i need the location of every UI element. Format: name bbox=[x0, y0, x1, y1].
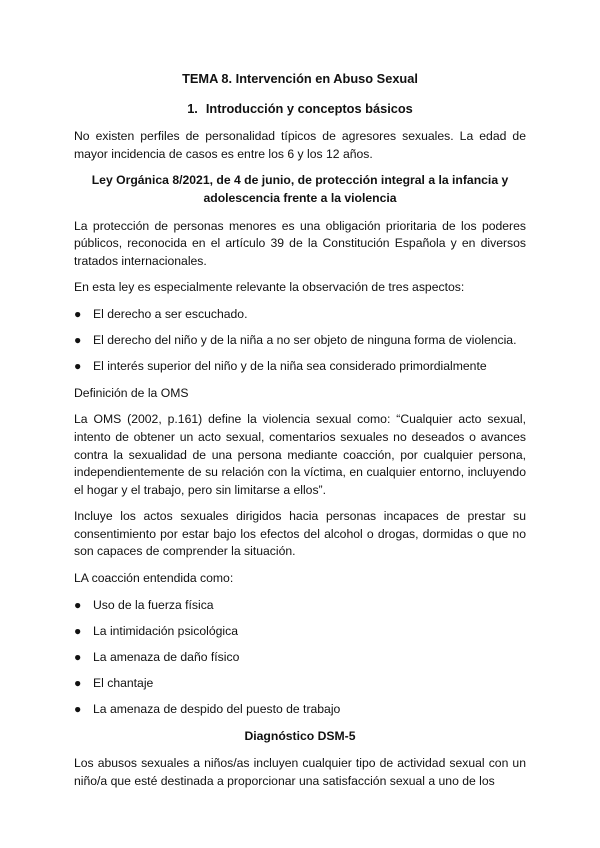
aspects-intro: En esta ley es especialmente relevante la observación de tres aspectos: bbox=[74, 280, 465, 295]
coercion-intro: LA coacción entendida como: bbox=[74, 571, 234, 586]
list-item bbox=[74, 623, 526, 641]
section-heading bbox=[74, 100, 526, 118]
list-item-text: Uso de la fuerza física bbox=[93, 597, 214, 612]
document-page bbox=[74, 70, 526, 799]
coercion-list bbox=[74, 597, 526, 719]
list-item-text: La intimidación psicológica bbox=[93, 623, 238, 638]
oms-heading: Definición de la OMS bbox=[74, 385, 189, 400]
list-item bbox=[74, 306, 526, 324]
law-paragraph: La protección de personas menores es una obligación prioritaria de los poderes públicos, reconocida en el artículo 39 de la Constitución Española y en diversos tratados internacionales. bbox=[74, 218, 526, 268]
document-title: TEMA 8. Intervención en Abuso Sexual bbox=[182, 71, 418, 86]
list-item bbox=[74, 675, 526, 693]
dsm-paragraph: Los abusos sexuales a niños/as incluyen cualquier tipo de actividad sexual con un niño/a que esté destinada a proporcionar una satisfacción sexual a uno de los bbox=[74, 756, 526, 788]
list-item bbox=[74, 597, 526, 615]
bullet-icon: ● bbox=[74, 333, 82, 348]
list-item-text: El chantaje bbox=[93, 675, 154, 690]
list-item bbox=[74, 358, 526, 376]
oms-paragraph: La OMS (2002, p.161) define la violencia sexual como: “Cualquier acto sexual, intento de obtener un acto sexual, comentarios sexuales no deseados o avances contra la sexualidad de una persona mediante coacción, por cualquier persona, independientemente de su relación con la víctima, en cualquier entorno, incluyendo el hogar y el trabajo, pero sin limitarse a ellos”. bbox=[74, 412, 526, 497]
bullet-icon: ● bbox=[74, 649, 82, 664]
dsm-heading: Diagnóstico DSM-5 bbox=[244, 728, 356, 743]
section-title: Introducción y conceptos básicos bbox=[205, 100, 413, 116]
list-item bbox=[74, 649, 526, 667]
bullet-icon: ● bbox=[74, 597, 82, 612]
bullet-icon: ● bbox=[74, 623, 82, 638]
intro-paragraph: No existen perfiles de personalidad típicos de agresores sexuales. La edad de mayor incidencia de casos es entre los 6 y los 12 años. bbox=[74, 129, 526, 161]
list-item-text: La amenaza de daño físico bbox=[93, 649, 240, 664]
bullet-icon: ● bbox=[74, 306, 82, 321]
bullet-icon: ● bbox=[74, 359, 82, 374]
list-item-text: El derecho del niño y de la niña a no ser objeto de ninguna forma de violencia. bbox=[93, 333, 517, 348]
list-item bbox=[74, 701, 526, 719]
list-item-text: El derecho a ser escuchado. bbox=[93, 306, 248, 321]
bullet-icon: ● bbox=[74, 675, 82, 690]
section-number: 1. bbox=[187, 100, 198, 116]
list-item-text: El interés superior del niño y de la niña sea considerado primordialmente bbox=[93, 359, 487, 374]
list-item-text: La amenaza de despido del puesto de trabajo bbox=[93, 702, 341, 717]
law-heading: Ley Orgánica 8/2021, de 4 de junio, de protección integral a la infancia y adolescencia frente a la violencia bbox=[91, 173, 509, 205]
list-item bbox=[74, 332, 526, 350]
bullet-icon: ● bbox=[74, 702, 82, 717]
aspects-list bbox=[74, 306, 526, 376]
includes-paragraph: Incluye los actos sexuales dirigidos hacia personas incapaces de prestar su consentimiento por estar bajo los efectos del alcohol o drogas, dormidas o que no son capaces de comprender la situación. bbox=[74, 509, 526, 559]
